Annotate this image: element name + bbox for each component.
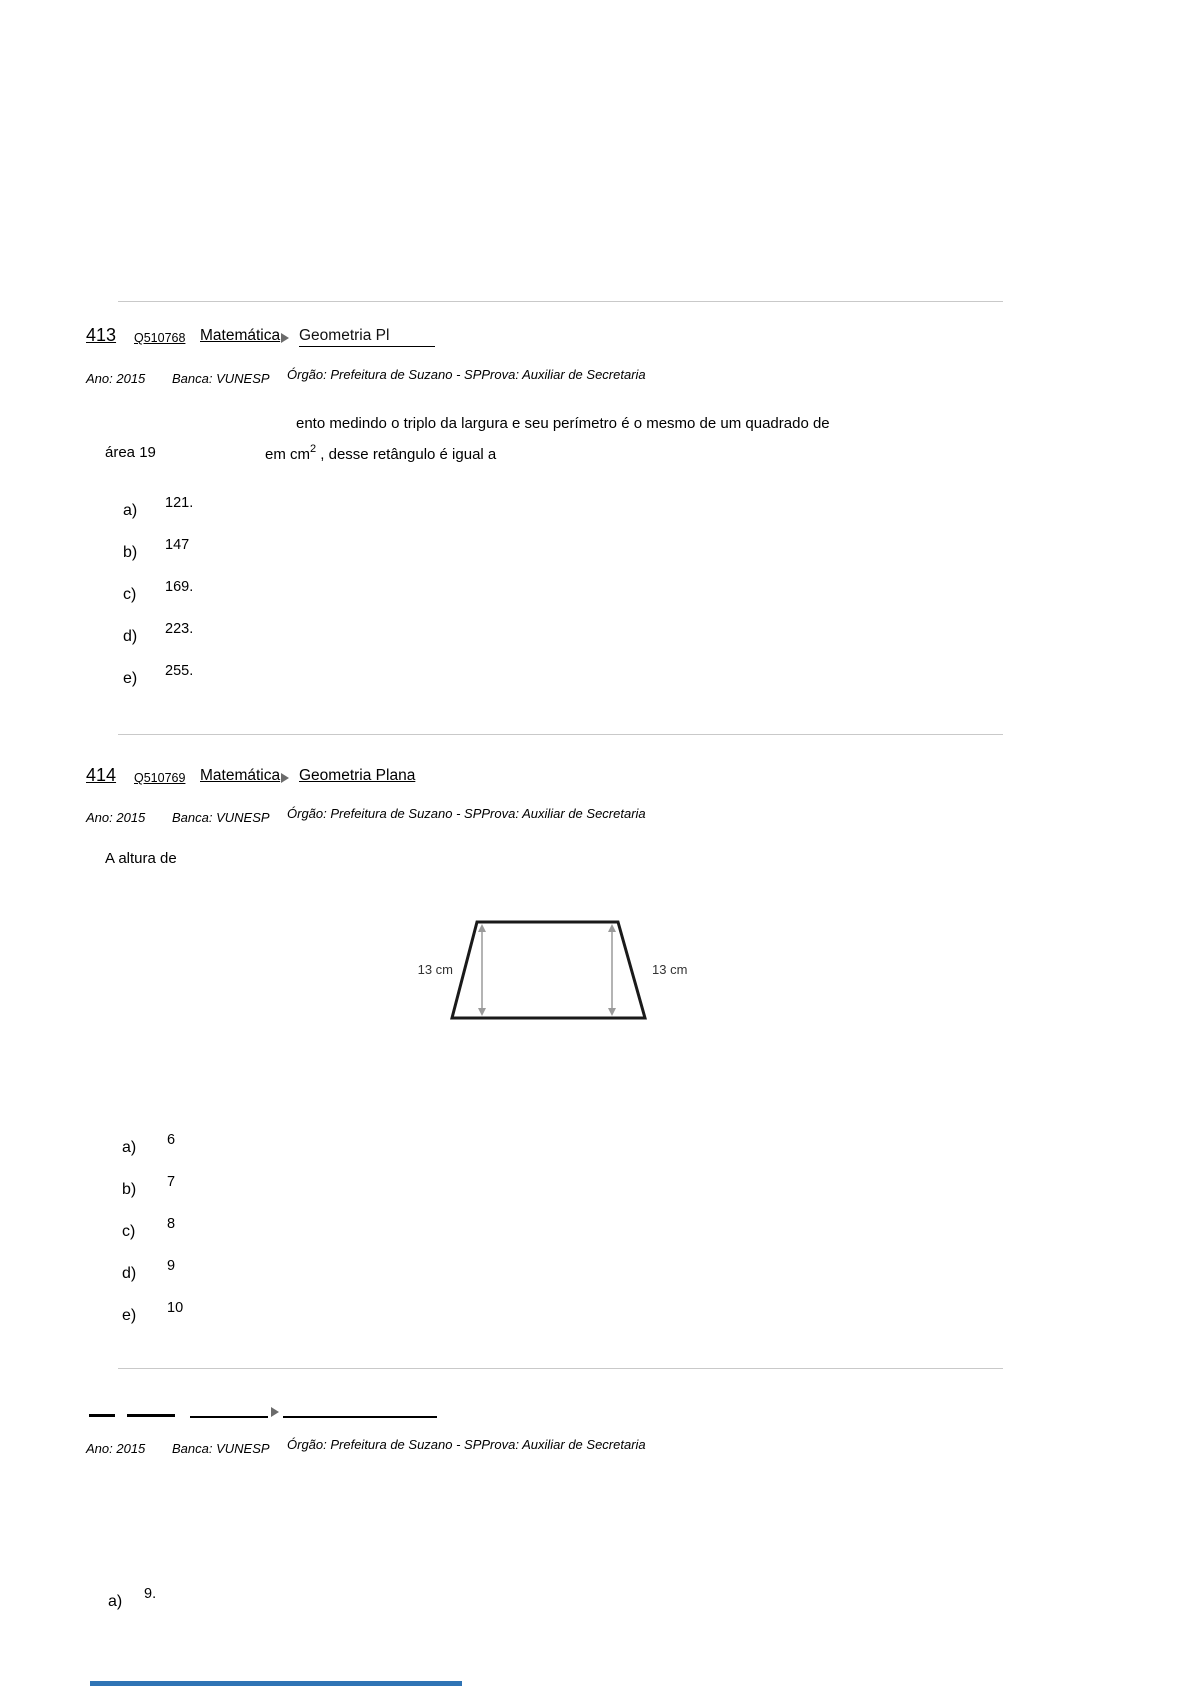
question-text-line2-left: área 19 <box>105 444 156 461</box>
redacted-topic-underline <box>283 1416 437 1418</box>
question-code-link[interactable]: Q510769 <box>134 771 186 785</box>
meta-orgao-prova: Órgão: Prefeitura de Suzano - SPProva: Auxiliar de Secretaria <box>287 367 646 382</box>
meta-banca: Banca: VUNESP <box>172 810 270 825</box>
unit-text: em cm <box>265 446 310 463</box>
option-value[interactable]: 7 <box>167 1174 176 1190</box>
section-divider <box>118 1368 1003 1369</box>
question-number-link[interactable]: 414 <box>86 765 117 785</box>
option-letter[interactable]: d) <box>123 628 138 645</box>
option-letter[interactable]: e) <box>123 670 138 687</box>
section-divider <box>118 301 1003 302</box>
subject-link[interactable]: Matemática <box>200 327 281 344</box>
breadcrumb-arrow-icon <box>271 1407 279 1417</box>
right-side-label: 13 cm <box>652 962 688 977</box>
redacted-subject-underline <box>190 1416 268 1418</box>
topic-link[interactable]: Geometria Pl <box>299 327 435 347</box>
option-value[interactable]: 10 <box>167 1300 184 1316</box>
topic-link[interactable]: Geometria Plana <box>299 767 416 784</box>
option-letter[interactable]: b) <box>122 1181 137 1198</box>
meta-banca: Banca: VUNESP <box>172 1441 270 1456</box>
section-divider <box>118 734 1003 735</box>
bottom-blue-bar <box>90 1681 462 1686</box>
option-letter[interactable]: c) <box>122 1223 136 1240</box>
redacted-question-number-underline <box>89 1414 115 1417</box>
trapezoid-figure <box>380 890 800 1070</box>
question-text-continuation: , desse retângulo é igual a <box>316 446 497 463</box>
question-code-link[interactable]: Q510768 <box>134 331 186 345</box>
question-text: A altura de <box>105 850 177 867</box>
breadcrumb-arrow-icon <box>281 773 289 783</box>
meta-ano: Ano: 2015 <box>86 1441 146 1456</box>
left-side-label: 13 cm <box>417 962 453 977</box>
question-text-line2-right <box>265 444 496 463</box>
trapezoid-shape <box>452 922 645 1018</box>
meta-ano: Ano: 2015 <box>86 810 146 825</box>
breadcrumb-arrow-icon <box>281 333 289 343</box>
option-value[interactable]: 8 <box>167 1216 176 1232</box>
meta-banca: Banca: VUNESP <box>172 371 270 386</box>
option-value[interactable]: 9. <box>144 1586 157 1602</box>
option-value[interactable]: 169. <box>165 579 194 595</box>
option-letter[interactable]: d) <box>122 1265 137 1282</box>
question-text-line1: ento medindo o triplo da largura e seu perímetro é o mesmo de um quadrado de <box>296 415 830 432</box>
option-value[interactable]: 9 <box>167 1258 176 1274</box>
option-letter[interactable]: e) <box>122 1307 137 1324</box>
option-letter[interactable]: c) <box>123 586 137 603</box>
subject-link[interactable]: Matemática <box>200 767 281 784</box>
option-value[interactable]: 121. <box>165 495 194 511</box>
option-letter[interactable]: b) <box>123 544 138 561</box>
option-value[interactable]: 147 <box>165 537 190 553</box>
option-letter[interactable]: a) <box>122 1139 137 1156</box>
meta-orgao-prova: Órgão: Prefeitura de Suzano - SPProva: Auxiliar de Secretaria <box>287 806 646 821</box>
option-value[interactable]: 223. <box>165 621 194 637</box>
option-letter[interactable]: a) <box>108 1593 123 1610</box>
option-value[interactable]: 255. <box>165 663 194 679</box>
option-value[interactable]: 6 <box>167 1132 176 1148</box>
meta-ano: Ano: 2015 <box>86 371 146 386</box>
superscript-2: 2 <box>310 443 317 455</box>
trapezoid-svg <box>380 890 800 1070</box>
redacted-question-code-underline <box>127 1414 175 1417</box>
option-letter[interactable]: a) <box>123 502 138 519</box>
meta-orgao-prova: Órgão: Prefeitura de Suzano - SPProva: Auxiliar de Secretaria <box>287 1437 646 1452</box>
question-number-link[interactable]: 413 <box>86 325 117 345</box>
